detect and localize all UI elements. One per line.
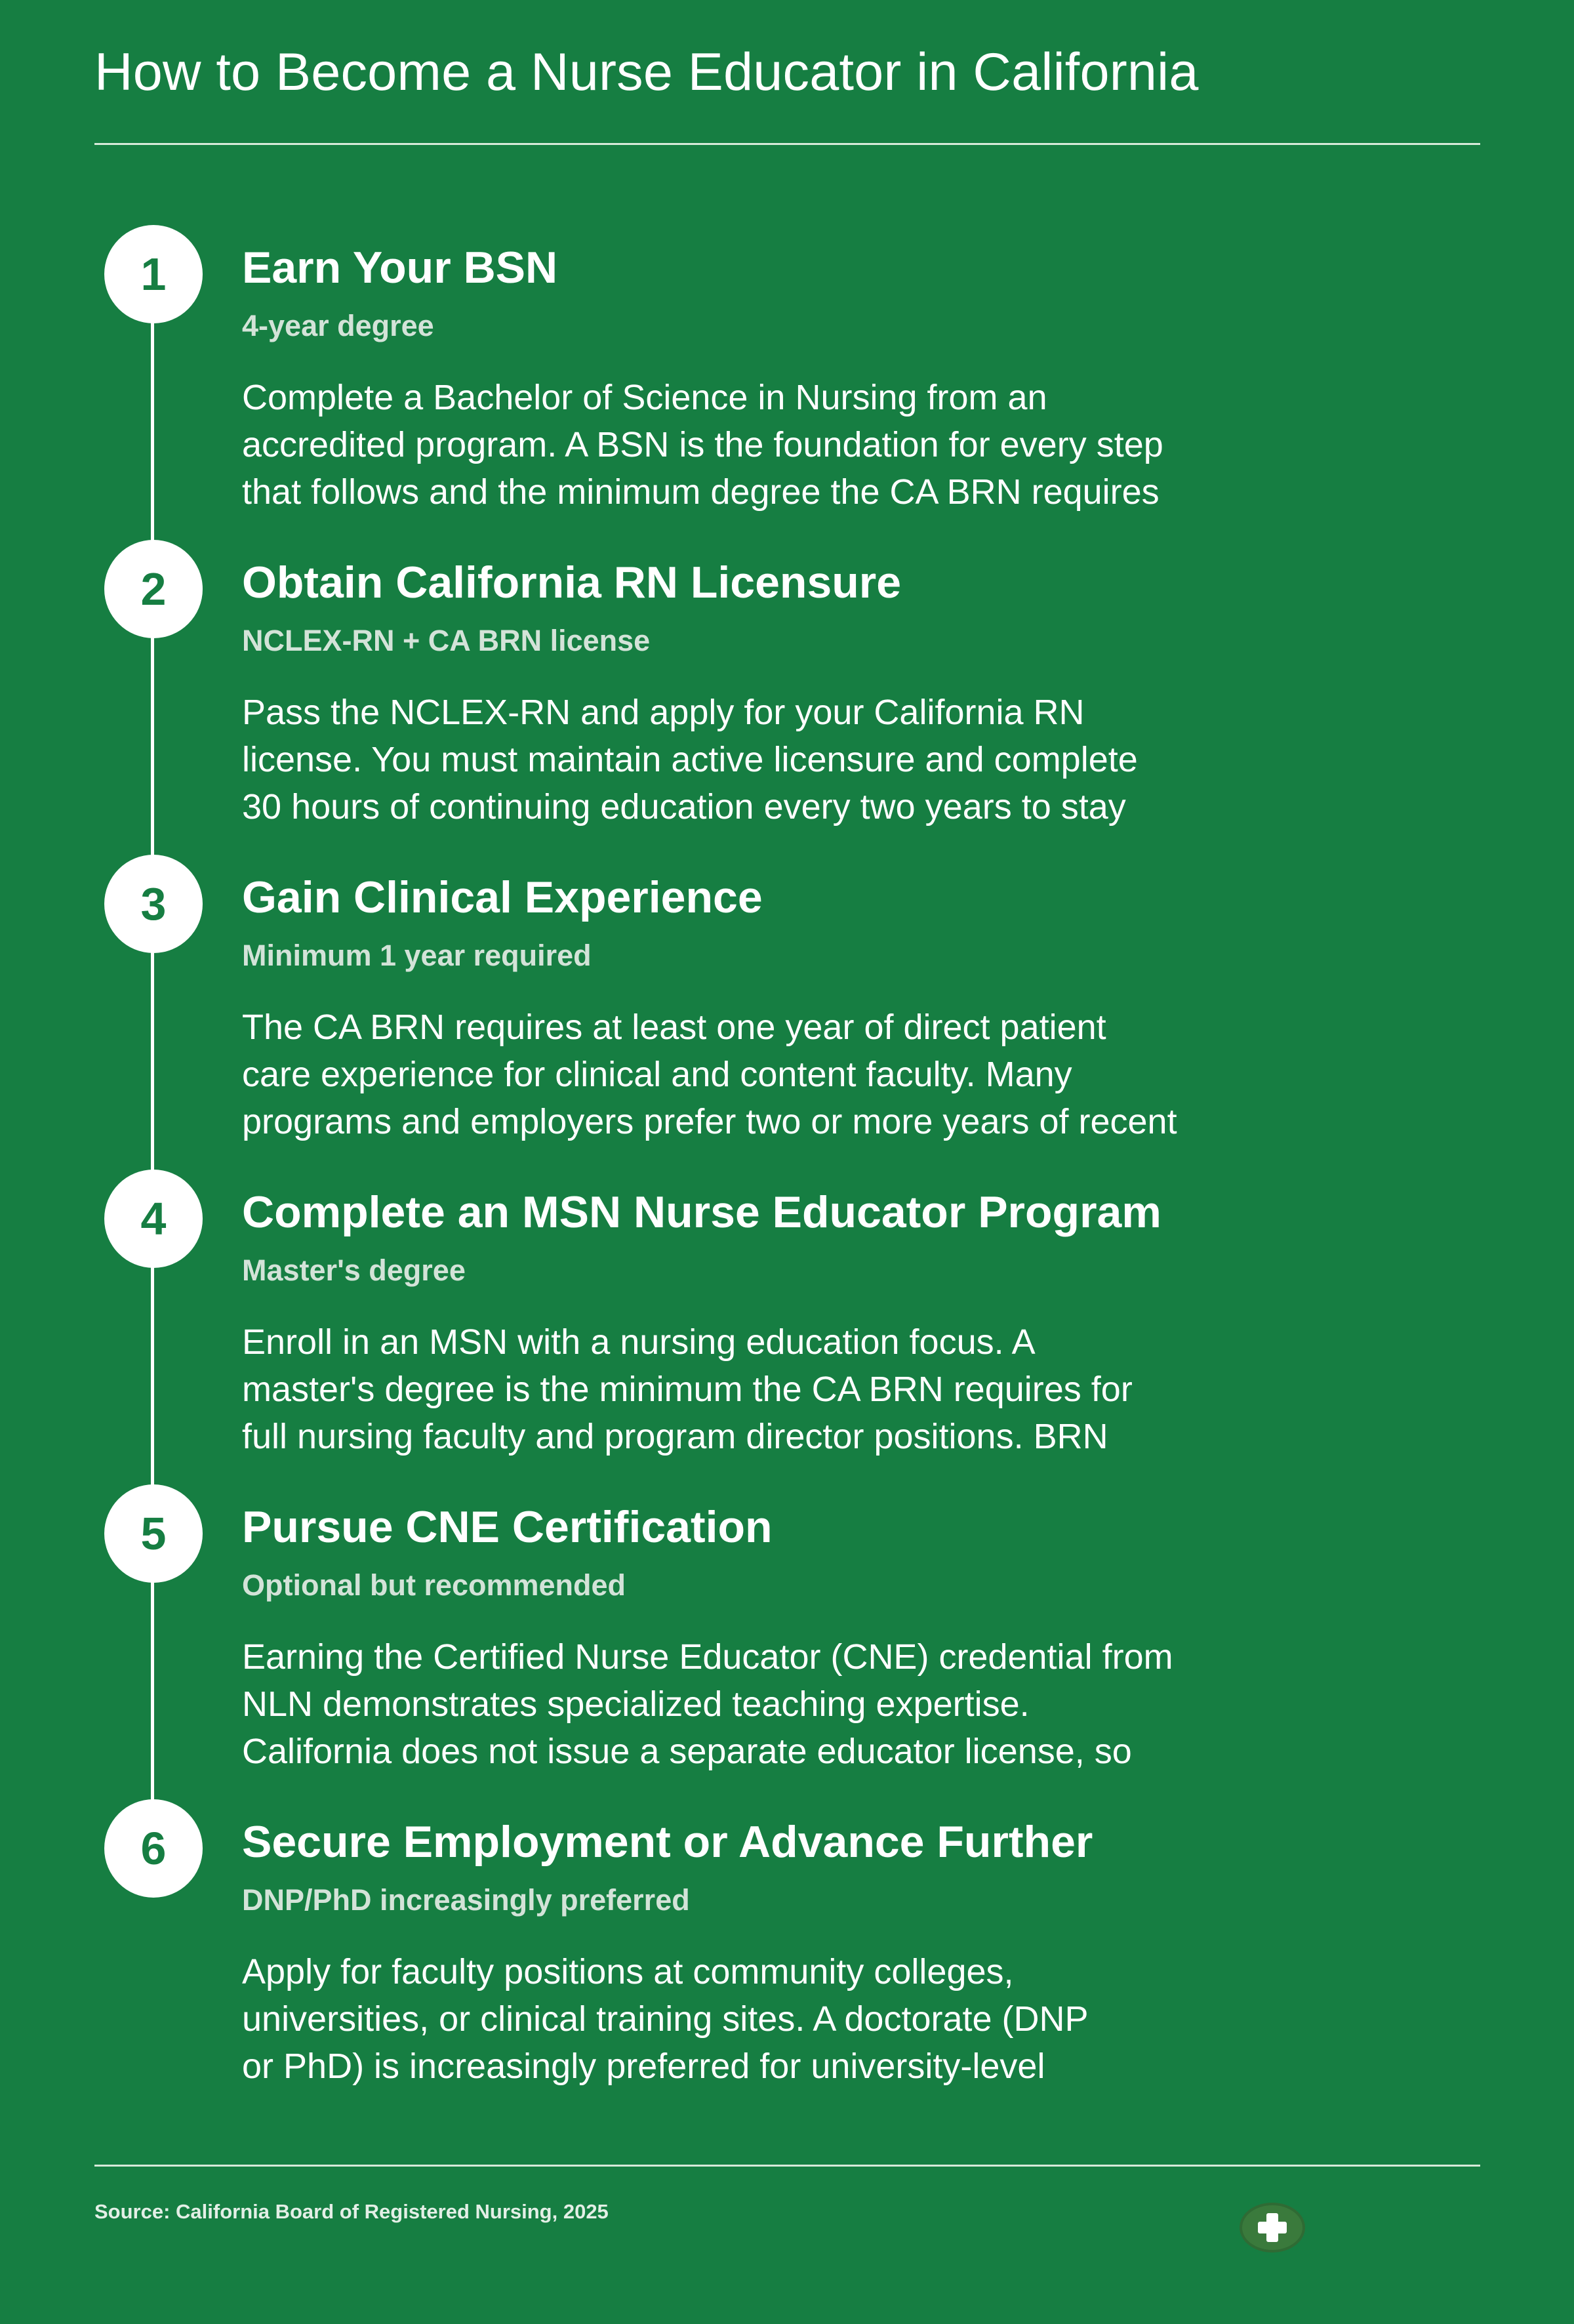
step-description-line: Enroll in an MSN with a nursing education focus. A bbox=[242, 1322, 1036, 1362]
step-subtitle: 4-year degree bbox=[242, 309, 434, 342]
step-description bbox=[242, 689, 1265, 830]
step-subtitle: NCLEX-RN + CA BRN license bbox=[242, 624, 651, 657]
step-description bbox=[242, 1948, 1265, 2090]
step-description bbox=[242, 1633, 1265, 1775]
step-description bbox=[242, 1318, 1265, 1460]
step-subtitle: Master's degree bbox=[242, 1254, 466, 1287]
step-description-line: Earning the Certified Nurse Educator (CNE) credential from bbox=[242, 1637, 1173, 1677]
step-number-badge: 4 bbox=[104, 1170, 203, 1268]
step-subtitle: DNP/PhD increasingly preferred bbox=[242, 1883, 690, 1917]
step-description bbox=[242, 374, 1265, 516]
step-3 bbox=[0, 872, 1574, 1217]
step-2 bbox=[0, 558, 1574, 903]
step-number-badge: 1 bbox=[104, 225, 203, 323]
step-description-line: NLN demonstrates specialized teaching expertise. bbox=[242, 1684, 1030, 1724]
step-description-line: 30 hours of continuing education every two years to stay bbox=[242, 787, 1126, 826]
step-title: Pursue CNE Certification bbox=[242, 1502, 773, 1552]
step-description-line: full nursing faculty and program director positions. BRN bbox=[242, 1417, 1108, 1456]
footer-divider bbox=[94, 2165, 1480, 2167]
step-title: Secure Employment or Advance Further bbox=[242, 1817, 1093, 1867]
step-description-line: or PhD) is increasingly preferred for university-level bbox=[242, 2047, 1045, 2086]
step-description-line: California does not issue a separate educator license, so bbox=[242, 1732, 1132, 1771]
step-description-line: license. You must maintain active licensure and complete bbox=[242, 740, 1138, 779]
step-description-line: Pass the NCLEX-RN and apply for your California RN bbox=[242, 693, 1085, 732]
source-note: Source: California Board of Registered Nursing, 2025 bbox=[94, 2200, 609, 2223]
step-title: Complete an MSN Nurse Educator Program bbox=[242, 1187, 1161, 1237]
step-title: Obtain California RN Licensure bbox=[242, 558, 902, 607]
title-divider bbox=[94, 143, 1480, 145]
step-description-line: that follows and the minimum degree the CA BRN requires bbox=[242, 472, 1160, 512]
step-number-badge: 5 bbox=[104, 1484, 203, 1583]
step-description-line: accredited program. A BSN is the foundation for every step bbox=[242, 425, 1163, 464]
step-title: Gain Clinical Experience bbox=[242, 872, 763, 922]
step-1 bbox=[0, 243, 1574, 588]
step-subtitle: Optional but recommended bbox=[242, 1568, 626, 1602]
step-description-line: programs and employers prefer two or more years of recent bbox=[242, 1102, 1177, 1141]
step-description-line: master's degree is the minimum the CA BRN requires for bbox=[242, 1370, 1133, 1409]
step-description-line: care experience for clinical and content faculty. Many bbox=[242, 1055, 1072, 1094]
step-title: Earn Your BSN bbox=[242, 243, 558, 293]
step-6 bbox=[0, 1817, 1574, 2162]
step-5 bbox=[0, 1502, 1574, 1847]
step-description-line: Apply for faculty positions at community colleges, bbox=[242, 1952, 1014, 1991]
step-description-line: The CA BRN requires at least one year of direct patient bbox=[242, 1008, 1106, 1047]
step-number-badge: 2 bbox=[104, 540, 203, 638]
step-4 bbox=[0, 1187, 1574, 1532]
page-title: How to Become a Nurse Educator in California bbox=[94, 43, 1199, 102]
step-description bbox=[242, 1004, 1265, 1145]
step-number-badge: 6 bbox=[104, 1799, 203, 1898]
medical-cross-icon bbox=[1237, 2200, 1308, 2255]
step-subtitle: Minimum 1 year required bbox=[242, 939, 592, 972]
step-description-line: universities, or clinical training sites. A doctorate (DNP bbox=[242, 1999, 1089, 2039]
step-number-badge: 3 bbox=[104, 855, 203, 953]
step-description-line: Complete a Bachelor of Science in Nursing from an bbox=[242, 378, 1047, 417]
